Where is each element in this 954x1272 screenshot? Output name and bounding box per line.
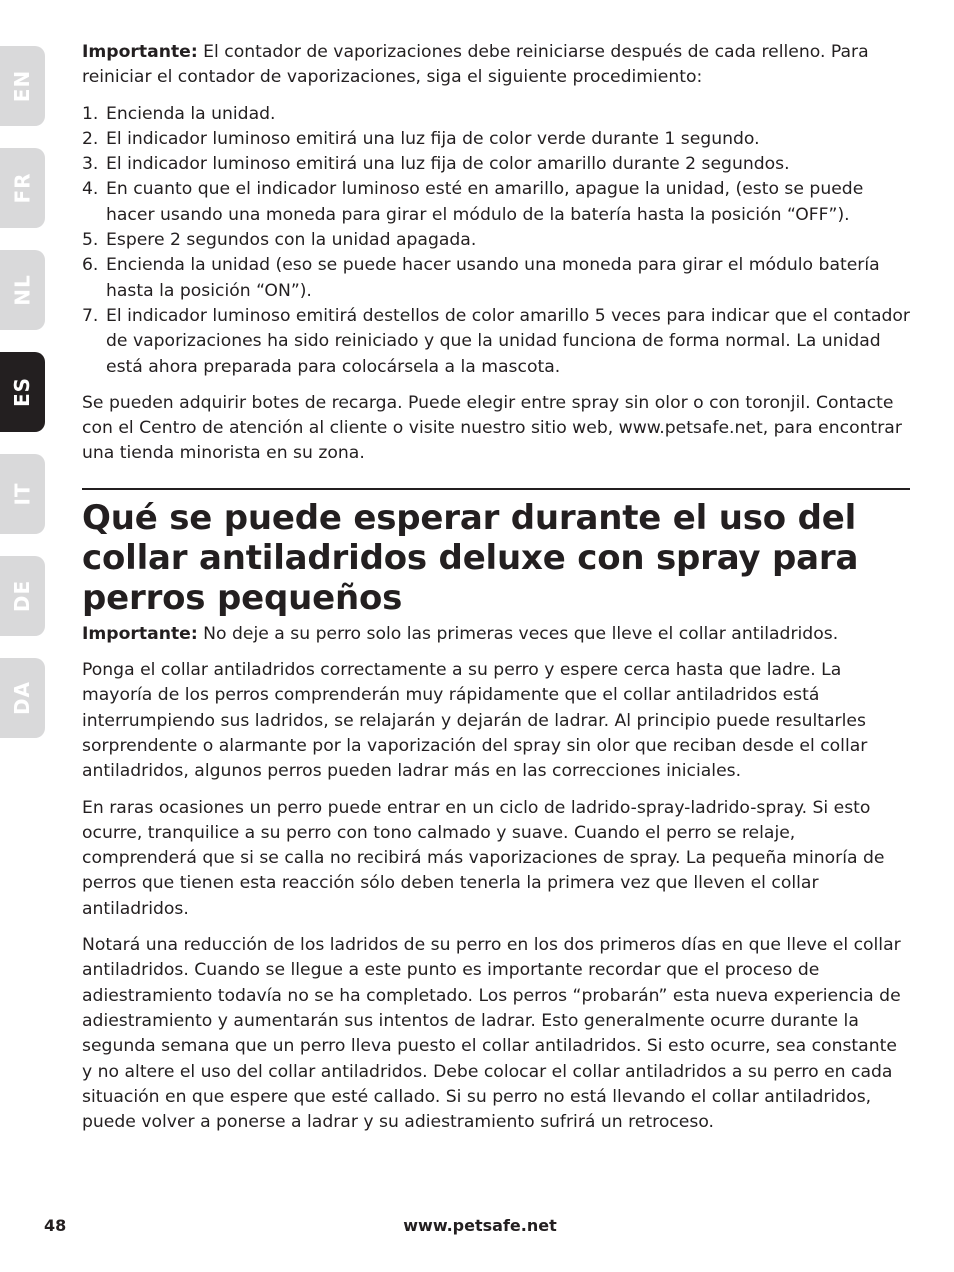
tab-en[interactable]: EN bbox=[0, 46, 45, 126]
body-paragraph: En raras ocasiones un perro puede entrar en un ciclo de ladrido-spray-ladrido-spray. Si esto ocurre, tranquilice a su perro con tono calmado y suave. Cuando el perro se relaje, comprenderá que si se calla no recibirá más vaporizaciones de spray. La pequeña minoría de perros que tienen esta reacción sólo deben tenerla la primera vez que lleven el collar antiladridos. bbox=[82, 797, 885, 919]
section-heading: Qué se puede esperar durante el uso del collar antiladridos deluxe con spray para perros pequeños bbox=[82, 497, 859, 618]
list-item: 6. Encienda la unidad (eso se puede hacer usando una moneda para girar el módulo batería hasta la posición “ON”). bbox=[82, 255, 880, 301]
section-divider bbox=[82, 488, 910, 490]
tab-da[interactable]: DA bbox=[0, 658, 45, 738]
important-paragraph bbox=[82, 622, 912, 647]
body-paragraph: Ponga el collar antiladridos correctamente a su perro y espere cerca hasta que ladre. La mayoría de los perros comprenderán muy rápidamente que el collar antiladridos está interrumpiendo sus ladridos, se relajarán y dejarán de ladrar. Al principio puede resultarles sorprendente o alarmante por la vaporización del spray sin olor que reciban desde el collar antiladridos, algunos perros pueden ladrar más en las correcciones iniciales. bbox=[82, 660, 868, 782]
tab-fr[interactable]: FR bbox=[0, 148, 45, 228]
tab-de[interactable]: DE bbox=[0, 556, 45, 636]
refill-paragraph: Se pueden adquirir botes de recarga. Puede elegir entre spray sin olor o con toronjil. Contacte con el Centro de atención al cliente o visite nuestro sitio web, www.petsafe.net, para encontrar una tienda minorista en su zona. bbox=[82, 392, 902, 464]
list-item: 3. El indicador luminoso emitirá una luz fija de color amarillo durante 2 segundos. bbox=[82, 154, 790, 175]
important-label: Importante: bbox=[82, 623, 198, 644]
list-item: 4. En cuanto que el indicador luminoso esté en amarillo, apague la unidad, (esto se puede hacer usando una moneda para girar el módulo de la batería hasta la posición “OFF”). bbox=[82, 179, 864, 225]
list-item: 1. Encienda la unidad. bbox=[82, 103, 276, 124]
intro-paragraph bbox=[82, 40, 912, 91]
intro-text: El contador de vaporizaciones debe reiniciarse después de cada relleno. Para reiniciar el contador de vaporizaciones, siga el siguiente procedimiento: bbox=[82, 42, 869, 88]
list-item: 2. El indicador luminoso emitirá una luz fija de color verde durante 1 segundo. bbox=[82, 128, 760, 149]
tab-es[interactable]: ES bbox=[0, 352, 45, 432]
list-item: 5. Espere 2 segundos con la unidad apagada. bbox=[82, 230, 477, 251]
page-content bbox=[82, 40, 912, 1135]
list-item: 7. El indicador luminoso emitirá destellos de color amarillo 5 veces para indicar que el contador de vaporizaciones ha sido reiniciado y que la unidad funciona de forma normal. La unidad está ahora preparada para colocársela a la mascota. bbox=[82, 305, 910, 377]
page-number: 48 bbox=[44, 1216, 67, 1235]
important-text: No deje a su perro solo las primeras veces que lleve el collar antiladridos. bbox=[197, 623, 839, 644]
tab-it[interactable]: IT bbox=[0, 454, 45, 534]
body-paragraph: Notará una reducción de los ladridos de su perro en los dos primeros días en que lleve el collar antiladridos. Cuando se llegue a este punto es importante recordar que el proceso de adiestramiento todavía no se ha completado. Los perros “probarán” esta nueva experiencia de adiestramiento y aumentarán sus intentos de ladrar. Esto generalmente ocurre durante la segunda semana que un perro lleva puesto el collar antiladridos. Si esto ocurre, sea constante y no altere el uso del collar antiladridos. Debe colocar el collar antiladridos a su perro en cada situación en que espere que esté callado. Si su perro no está llevando el collar antiladridos, puede volver a ponerse a ladrar y su adiestramiento sufrirá un retroceso. bbox=[82, 935, 901, 1133]
website-link[interactable]: www.petsafe.net bbox=[403, 1216, 557, 1235]
tab-nl[interactable]: NL bbox=[0, 250, 45, 330]
reset-steps-list bbox=[82, 102, 912, 380]
important-label: Importante: bbox=[82, 42, 198, 62]
